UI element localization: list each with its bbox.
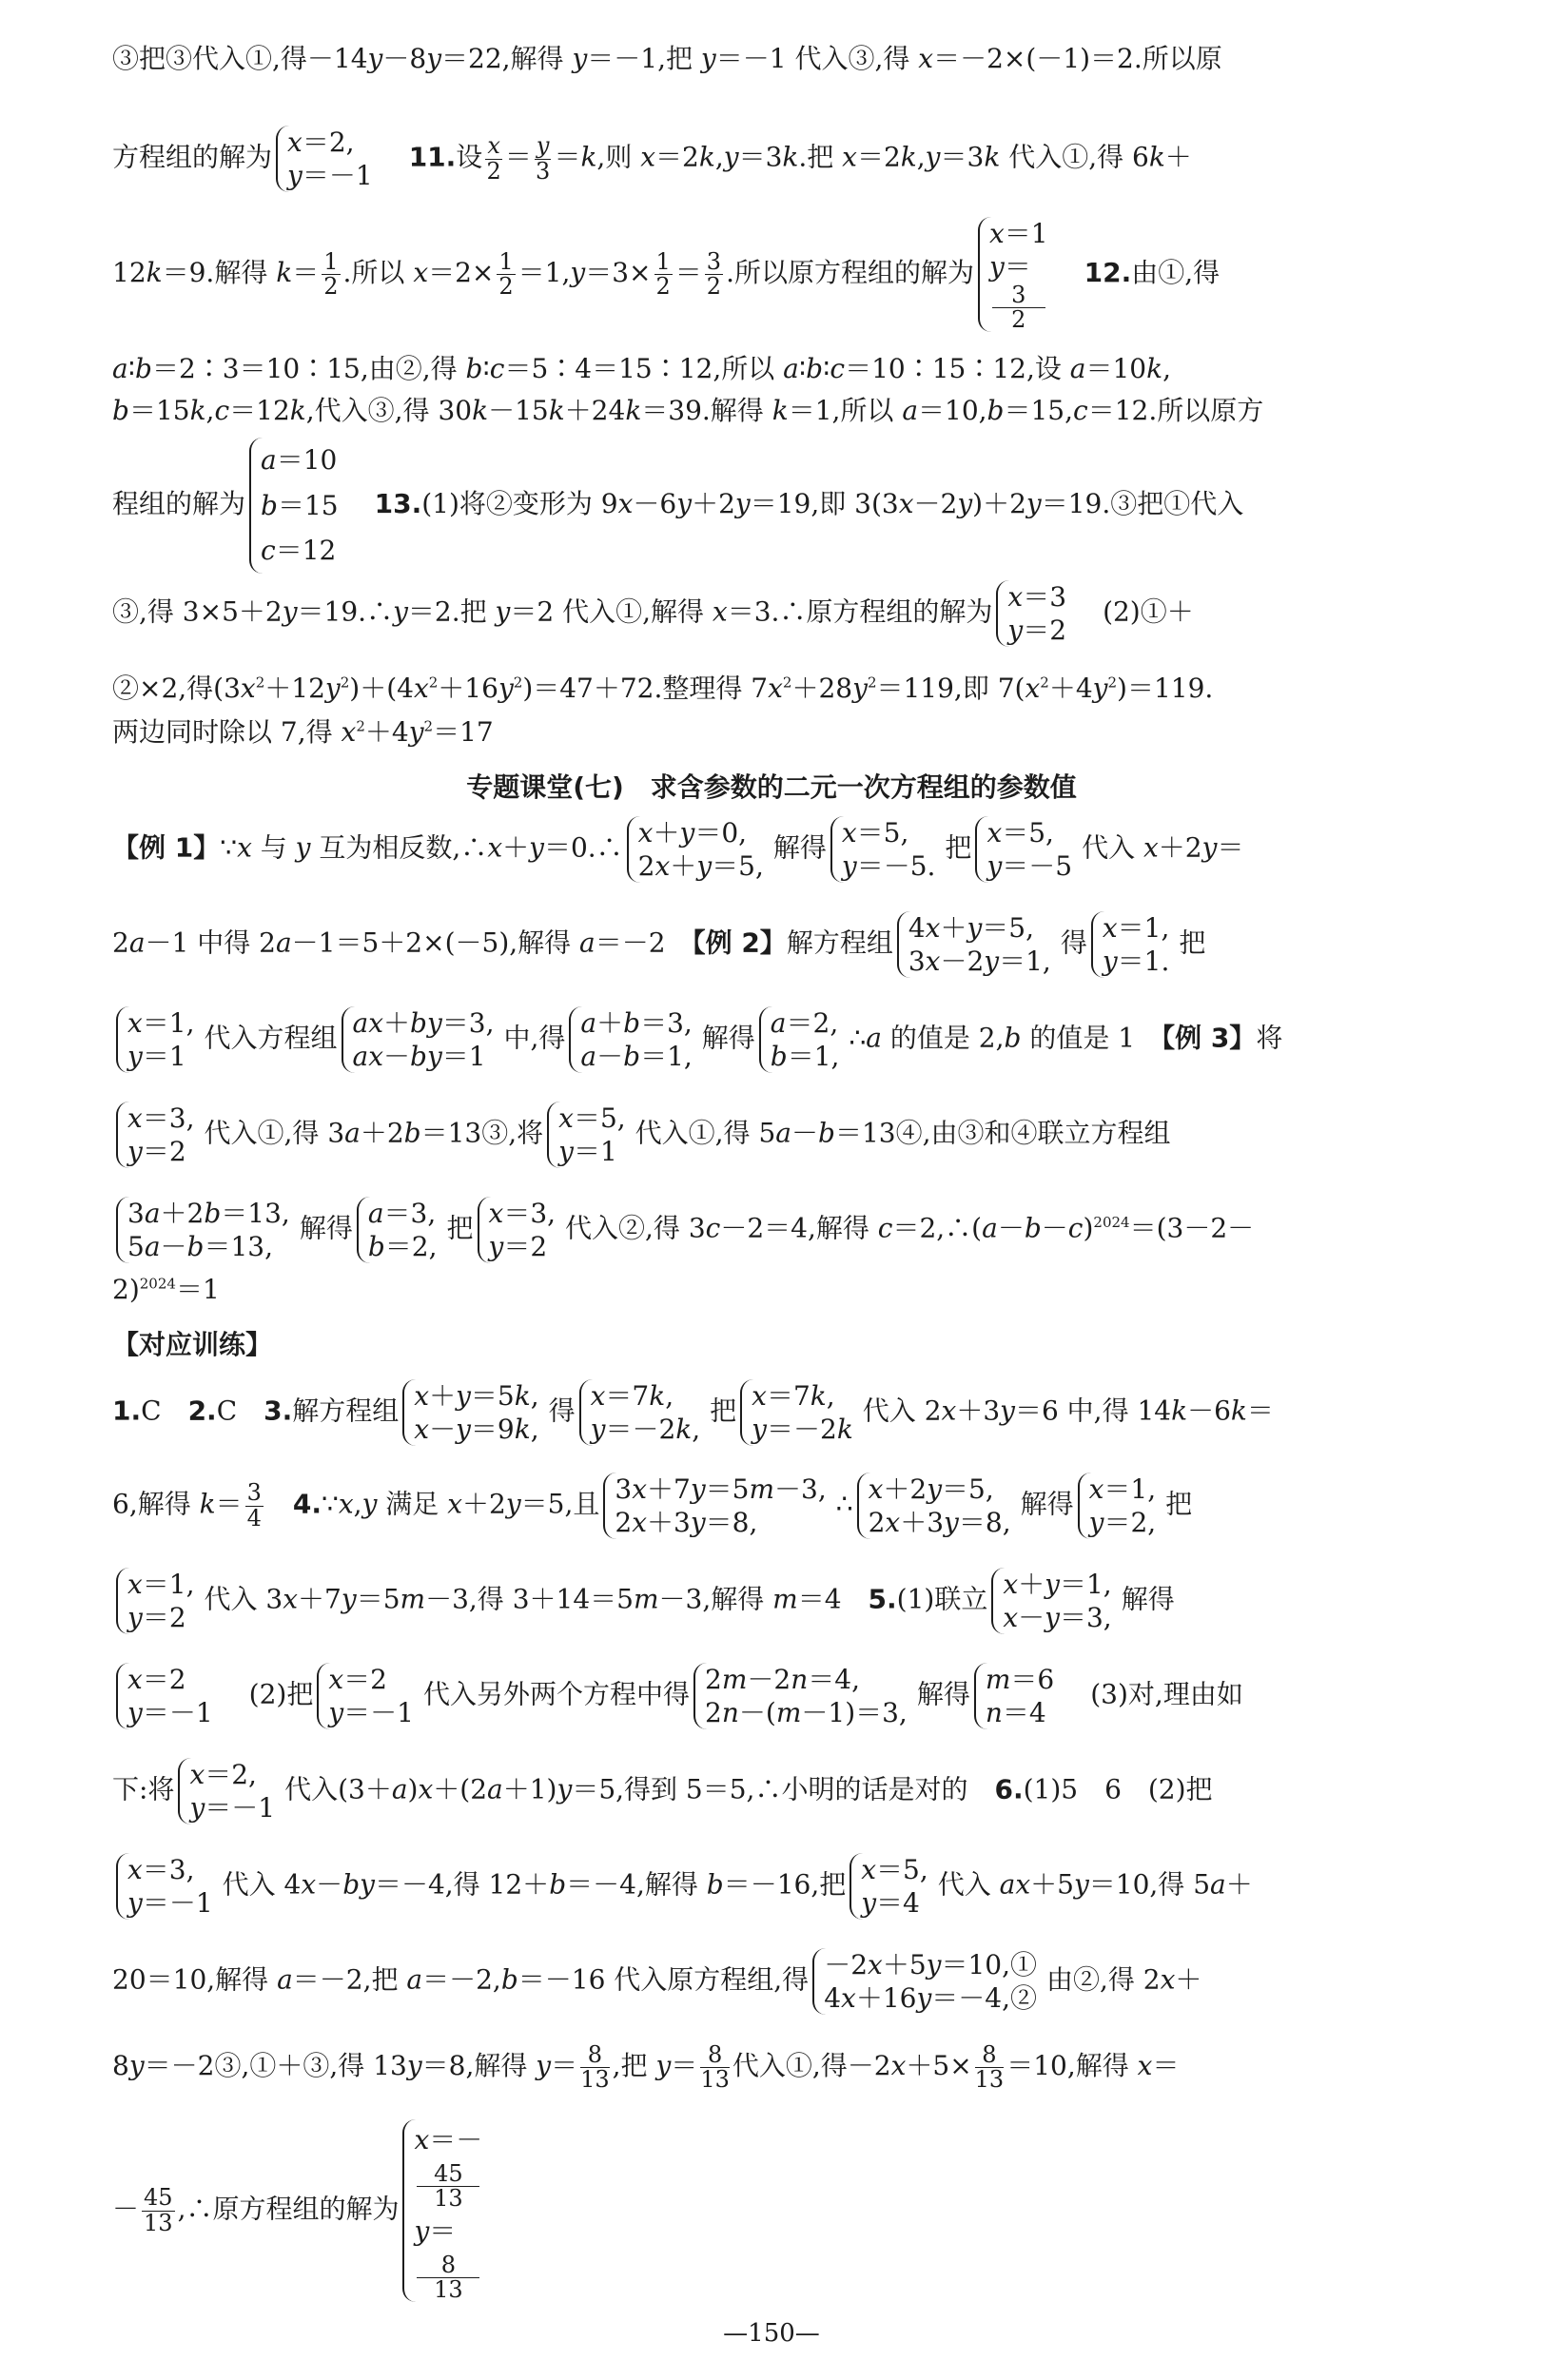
text-line: 下:将 x＝2, y＝－1 代入(3＋a)x＋(2a＋1)y＝5,得到 5＝5,∴小明的话是对的 6.(1)5 6 (2)把 (112, 1759, 1213, 1824)
section-heading: 专题课堂(七) 求含参数的二元一次方程组的参数值 (466, 771, 1077, 803)
text-line: ③把③代入①,得－14y－8y＝22,解得 y＝－1,把 y＝－1 代入③,得 x＝－2×(－1)＝2.所以原 (112, 43, 1222, 74)
page-number: —150— (723, 2319, 820, 2348)
example-label: 【例 1】 (112, 831, 221, 864)
text-line: x＝3, y＝2 代入①,得 3a＋2b＝13③,将 x＝5, y＝1 代入①,得 5a－b＝13④,由③和④联立方程组 (112, 1102, 1435, 1168)
text-line: x＝1, y＝2 代入 3x＋7y＝5m－3,得 3＋14＝5m－3,解得 m＝4 5.(1)联立 x＋y＝1, x－y＝3, 解得 (112, 1568, 1435, 1634)
text-line: 方程组的解为 x＝2, y＝－1 11.设 $\frac{x}{2}$ ＝ $\frac{y}{3}$ ＝k,则 x＝2k,y＝3k.把 x＝2k,y＝3k 代入①,得 6k＋ (112, 127, 1192, 191)
example-label: 【例 3】 (1162, 1022, 1257, 1054)
text-line: 20＝10,解得 a＝－2,把 a＝－2,b＝－16 代入原方程组,得 －2x＋5y＝10,① 4x＋16y＝－4,② 由②,得 2x＋ (112, 1949, 1202, 2014)
text-line: a∶b＝2∶3＝10∶15,由②,得 b∶c＝5∶4＝15∶12,所以 a∶b∶c＝10∶15∶12,设 a＝10k, (112, 353, 1171, 384)
text-line: ②×2,得$(3x^2+12y^2)+(4x^2+16y^2)=47+72$.整理得 $7x^2+28y^2=119$,即 $7(x^2+4y^2)=119$. (112, 673, 1214, 704)
text-line: ③,得 3×5＋2y＝19.∴y＝2.把 y＝2 代入①,解得 x＝3.∴原方程组的解为 x＝3 y＝2 (2)①＋ (112, 581, 1194, 646)
text-line: 2)$^{2024}$＝1 (112, 1274, 220, 1305)
text-line: 1.C 2.C 3.解方程组 x＋y＝5k, x－y＝9k, 得 x＝7k, y＝－2k, 把 x＝7k, y＝－2k 代入 2x＋3y＝6 中,得 14k－6k＝ (112, 1380, 1274, 1445)
text-line: 12k＝9.解得 k＝ $\frac{1}{2}$ .所以 x＝2× $\frac{1}{2}$ ＝1,y＝3× $\frac{1}{2}$ ＝ $\frac{3}{2}$ .所以原方程组的解为 x＝1 y＝ 3 2 12.由①,得 (112, 218, 1221, 334)
text-line: x＝1, y＝1 代入方程组 ax＋by＝3, ax－by＝1 中,得 a＋b＝3, a－b＝1, 解得 a＝2, b＝1, ∴a 的值是 2,b 的值是 1 【例 3】将 (112, 1006, 1435, 1073)
text-line: x＝3, y＝－1 代入 4x－by＝－4,得 12＋b＝－4,解得 b＝－16,把 x＝5, y＝4 代入 ax＋5y＝10,得 5a＋ (112, 1853, 1435, 1920)
subheading: 【对应训练】 (112, 1329, 273, 1360)
text-line: 2a－1 中得 2a－1＝5＋2×(－5),解得 a＝－2 【例 2】解方程组 4x＋y＝5, 3x－2y＝1, 得 x＝1, y＝1. 把 (112, 912, 1206, 977)
text-line: 【例 1】∵x 与 y 互为相反数,∴x＋y＝0.∴ x＋y＝0, 2x＋y＝5, 解得 x＝5, y＝－5. 把 x＝5, y＝－5 代入 x＋2y＝ (112, 817, 1244, 882)
text-line: b＝15k,c＝12k,代入③,得 30k－15k＋24k＝39.解得 k＝1,所以 a＝10,b＝15,c＝12.所以原方 (112, 395, 1264, 426)
text-line: 3a＋2b＝13, 5a－b＝13, 解得 a＝3, b＝2, 把 x＝3, y＝2 代入②,得 3c－2＝4,解得 $c=2,\therefore(a-b-c)^{2024}=(3-2-$ (112, 1197, 1435, 1263)
text-line: 两边同时除以 7,得 $x^2+4y^2=17$ (112, 716, 494, 748)
text-line: 8y＝－2③,①＋③,得 13y＝8,解得 y＝ $\frac{8}{13}$ ,把 y＝ $\frac{8}{13}$ 代入①,得－2x＋5× $\frac{8}{13}$ ＝10,解得 x＝ (112, 2041, 1180, 2094)
text-line: － $\frac{45}{13}$ ,∴原方程组的解为 x＝－ 45 13 y＝ 8 13 (112, 2119, 1435, 2302)
text-line: 程组的解为 a＝10 b＝15 c＝12 13.(1)将②变形为 9x－6y＋2y＝19,即 3(3x－2y)＋2y＝19.③把①代入 (112, 438, 1435, 574)
text-line: x＝2 y＝－1 (2)把 x＝2 y＝－1 代入另外两个方程中得 2m－2n＝4, 2n－(m－1)＝3, 解得 m＝6 n＝4 (3)对,理由如 (112, 1663, 1435, 1729)
text-line: 6,解得 k＝ $\frac{3}{4}$ 4.∵x,y 满足 x＋2y＝5,且 3x＋7y＝5m－3, 2x＋3y＝8, ∴ x＋2y＝5, 2x＋3y＝8, 解得 x＝1, y＝2, 把 (112, 1473, 1193, 1538)
example-label: 【例 2】 (692, 927, 787, 959)
